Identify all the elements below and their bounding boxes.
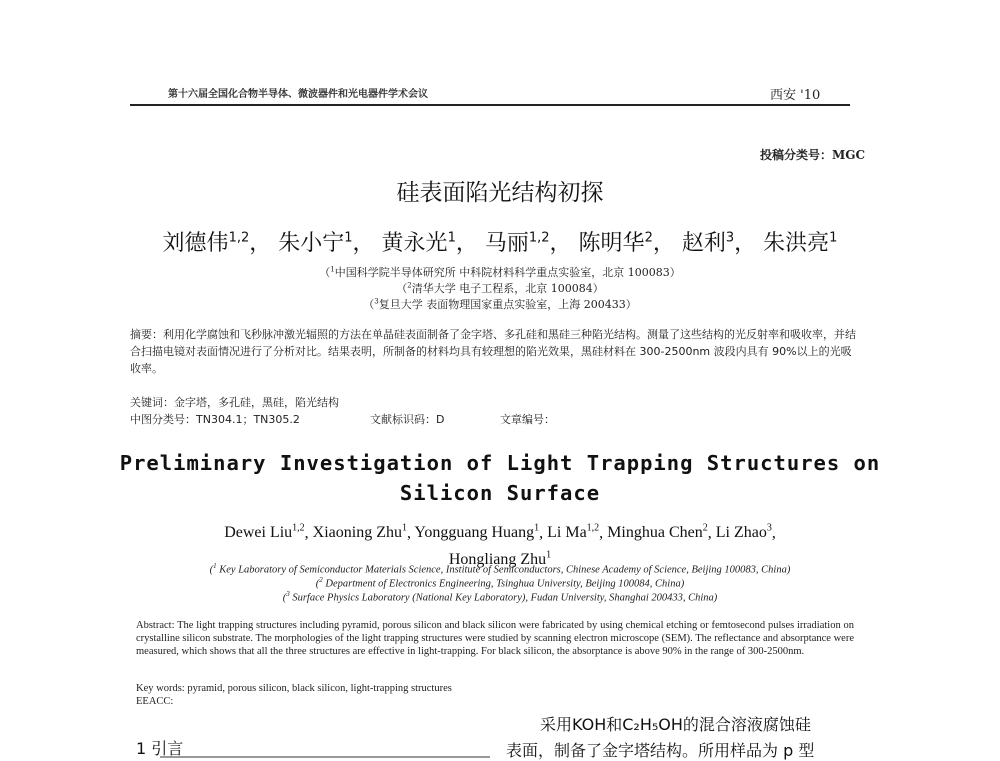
body-text-right-line1: 采用KOH和C₂H₅OH的混合溶液腐蚀硅: [540, 715, 811, 734]
authors-english: Dewei Liu$^{1,2}$, Xiaoning Zhu$^1$, Yongguang Huang$^1$, Li Ma$^{1,2}$, Minghua Chen$^2$, Li Zhao$^3$, Hongliang Zhu$^1$: [224, 523, 776, 568]
affiliation-en-2: ($^2$ Department of Electronics Engineering, Tsinghua University, Beijing 100084, China): [315, 576, 685, 590]
header-rule: [130, 104, 850, 106]
document-code: 文献标识码：D: [370, 413, 445, 426]
author-en: Hongliang Zhu$^1$: [448, 549, 552, 568]
author-cn: 陈明华$^2$: [578, 230, 653, 256]
affiliation-en-3: ($^3$ Surface Physics Laboratory (National Key Laboratory), Fudan University, Shanghai 200433, China): [282, 590, 718, 604]
author-en: Xiaoning Zhu$^1$: [312, 523, 407, 542]
authors-chinese: 刘德伟$^{1,2}$， 朱小宁$^1$， 黄永光$^1$， 马丽$^{1,2}$， 陈明华$^2$， 赵利$^3$， 朱洪亮$^1$: [162, 230, 838, 256]
clc-number: 中图分类号：TN304.1；TN305.2: [130, 413, 300, 426]
classification-line-chinese: [130, 411, 555, 427]
affiliation-cn-2: （$^2$清华大学 电子工程系，北京 100084）: [396, 281, 604, 295]
cut-off-text-line: [160, 756, 490, 760]
abstract-chinese: 摘要：利用化学腐蚀和飞秒脉冲激光辐照的方法在单晶硅表面制备了金字塔、多孔硅和黑硅三种陷光结构。测量了这些结构的光反射率和吸收率，并结合扫描电镜对表面情况进行了分析对比。结果表明，所制备的材料均具有较理想的陷光效果，黑硅材料在 300-2500nm 波段内具有 90%以上的光吸收率。: [130, 328, 856, 375]
conference-header: 第十六届全国化合物半导体、微波器件和光电器件学术会议: [168, 89, 428, 100]
author-cn: 马丽$^{1,2}$: [484, 230, 550, 256]
affiliation-cn-1: （$^1$中国科学院半导体研究所 中科院材料科学重点实验室，北京 100083）: [319, 265, 681, 279]
affiliation-cn-3: （$^3$复旦大学 表面物理国家重点实验室，上海 200433）: [363, 297, 637, 311]
article-number: 文章编号：: [500, 413, 555, 426]
author-en: Li Ma$^{1,2}$: [547, 523, 600, 542]
author-en: Minghua Chen$^2$: [607, 523, 708, 542]
author-en: Dewei Liu$^{1,2}$: [224, 523, 305, 542]
author-cn: 刘德伟$^{1,2}$: [162, 230, 250, 256]
conference-location: 西安 '10: [770, 88, 821, 103]
title-english-line1: Preliminary Investigation of Light Trapping Structures on: [119, 451, 881, 475]
author-cn: 朱小宁$^1$: [278, 230, 353, 256]
eeacc-label: EEACC:: [136, 696, 174, 707]
keywords-chinese: 关键词：金字塔，多孔硅，黑硅，陷光结构: [130, 396, 339, 409]
author-cn: 朱洪亮$^1$: [763, 230, 838, 256]
affiliation-en-1: ($^1$ Key Laboratory of Semiconductor Materials Science, Institute of Semiconductors, Chinese Academy of Science, Beijing 100083, China): [209, 562, 791, 576]
title-chinese: 硅表面陷光结构初探: [396, 180, 604, 206]
author-cn: 赵利$^3$: [681, 230, 735, 256]
author-en: Yongguang Huang$^1$: [414, 523, 540, 542]
section-heading-introduction: 1 引言: [136, 739, 184, 758]
keywords-english: Key words: pyramid, porous silicon, black silicon, light-trapping structures: [136, 683, 452, 694]
title-english: [0, 448, 1000, 508]
submission-classification: 投稿分类号：MGC: [760, 148, 866, 162]
author-cn: 黄永光$^1$: [381, 230, 456, 256]
abstract-english: Abstract: The light trapping structures including pyramid, porous silicon and black silicon were fabricated by using chemical etching or femtosecond pulses irradiation on crystalline silicon substrate. The morphologies of the light trapping structures were studied by scanning electron microscope (SEM). The reflectance and absorptance were measured, which shows that all the three structures are effective in light-trapping. For black silicon, the absorptance is above 90% in the range of 300-2500nm.: [136, 620, 854, 657]
title-english-line2: Silicon Surface: [399, 481, 601, 505]
author-en: Li Zhao$^3$: [715, 523, 772, 542]
body-text-right-line2: 表面，制备了金字塔结构。所用样品为 p 型: [506, 741, 815, 760]
